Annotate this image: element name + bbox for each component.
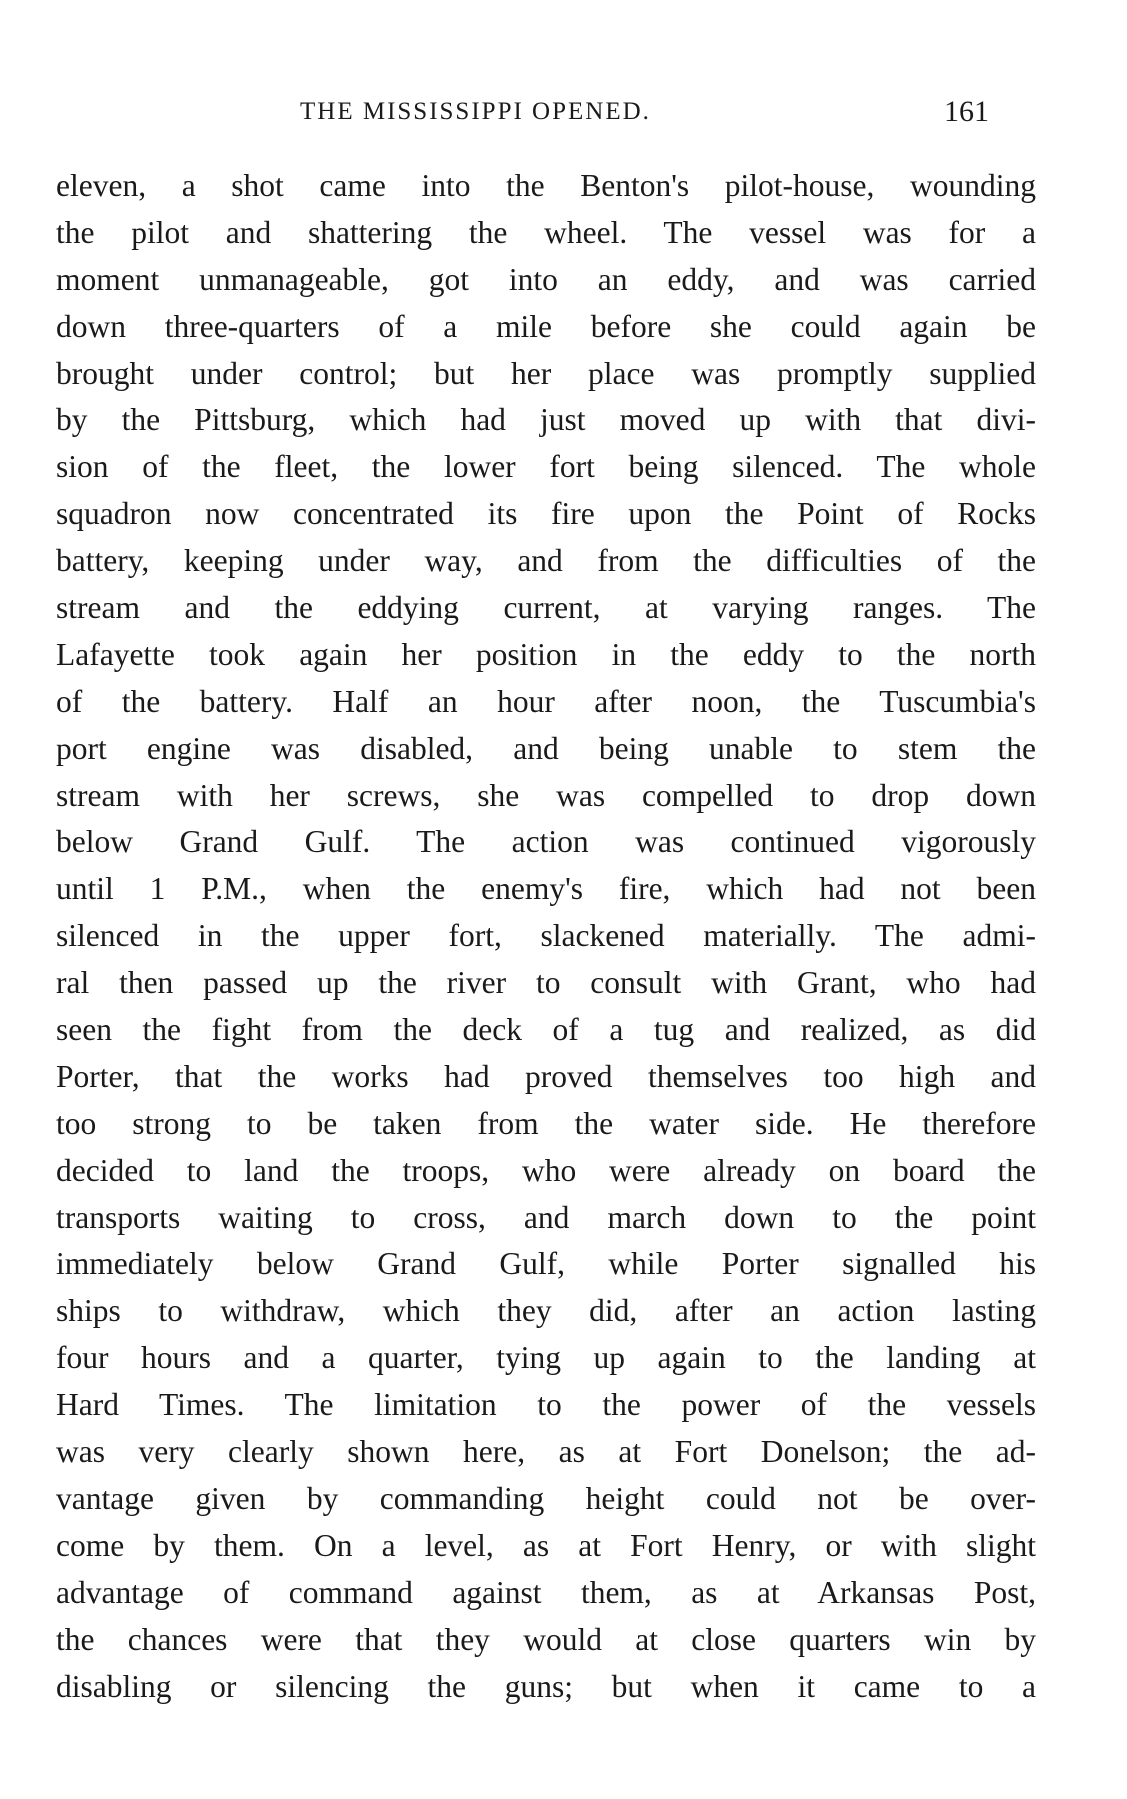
text-line: vantage given by commanding height could not be over- — [56, 1480, 1036, 1516]
page-number: 161 — [944, 95, 989, 128]
text-line: seen the fight from the deck of a tug and realized, as did — [56, 1012, 1036, 1048]
text-line: until 1 P.M., when the enemy's fire, which had not been — [56, 871, 1036, 907]
text-line: transports waiting to cross, and march down to the point — [56, 1199, 1036, 1235]
text-line: Porter, that the works had proved themselves too high and — [56, 1058, 1036, 1094]
text-line: the chances were that they would at close quarters win by — [56, 1621, 1036, 1657]
text-line: immediately below Grand Gulf, while Porter signalled his — [56, 1246, 1036, 1282]
running-head-title: THE MISSISSIPPI OPENED. — [300, 98, 651, 125]
text-line: moment unmanageable, got into an eddy, and was carried — [56, 261, 1036, 297]
text-line: below Grand Gulf. The action was continued vigorously — [56, 824, 1036, 860]
running-head — [0, 92, 1127, 132]
text-line: disabling or silencing the guns; but when it came to a — [56, 1668, 1036, 1704]
text-line: come by them. On a level, as at Fort Henry, or with slight — [56, 1527, 1036, 1563]
text-line: was very clearly shown here, as at Fort Donelson; the ad- — [56, 1434, 1036, 1470]
text-line: eleven, a shot came into the Benton's pilot-house, wounding — [56, 168, 1036, 203]
text-line: sion of the fleet, the lower fort being silenced. The whole — [56, 449, 1036, 485]
text-line: stream with her screws, she was compelled to drop down — [56, 777, 1036, 813]
text-line: advantage of command against them, as at Arkansas Post, — [56, 1574, 1036, 1610]
text-line: squadron now concentrated its fire upon the Point of Rocks — [56, 496, 1036, 532]
text-line: ral then passed up the river to consult with Grant, who had — [56, 965, 1036, 1001]
text-line: down three-quarters of a mile before she could again be — [56, 308, 1036, 344]
text-line: Hard Times. The limitation to the power of the vessels — [56, 1387, 1036, 1423]
text-line: brought under control; but her place was promptly supplied — [56, 355, 1036, 391]
text-line: four hours and a quarter, tying up again to the landing at — [56, 1340, 1036, 1376]
text-line: port engine was disabled, and being unable to stem the — [56, 730, 1036, 766]
text-line: the pilot and shattering the wheel. The vessel was for a — [56, 214, 1036, 250]
text-line: decided to land the troops, who were already on board the — [56, 1152, 1036, 1188]
text-line: Lafayette took again her position in the eddy to the north — [56, 636, 1036, 672]
text-line: silenced in the upper fort, slackened materially. The admi- — [56, 918, 1036, 954]
body-text — [56, 163, 1036, 1710]
text-line: ships to withdraw, which they did, after an action lasting — [56, 1293, 1036, 1329]
text-line: stream and the eddying current, at varying ranges. The — [56, 590, 1036, 626]
text-line: of the battery. Half an hour after noon, the Tuscumbia's — [56, 683, 1036, 719]
text-line: by the Pittsburg, which had just moved up with that divi- — [56, 402, 1036, 438]
text-line: battery, keeping under way, and from the difficulties of the — [56, 543, 1036, 579]
text-line: too strong to be taken from the water side. He therefore — [56, 1105, 1036, 1141]
